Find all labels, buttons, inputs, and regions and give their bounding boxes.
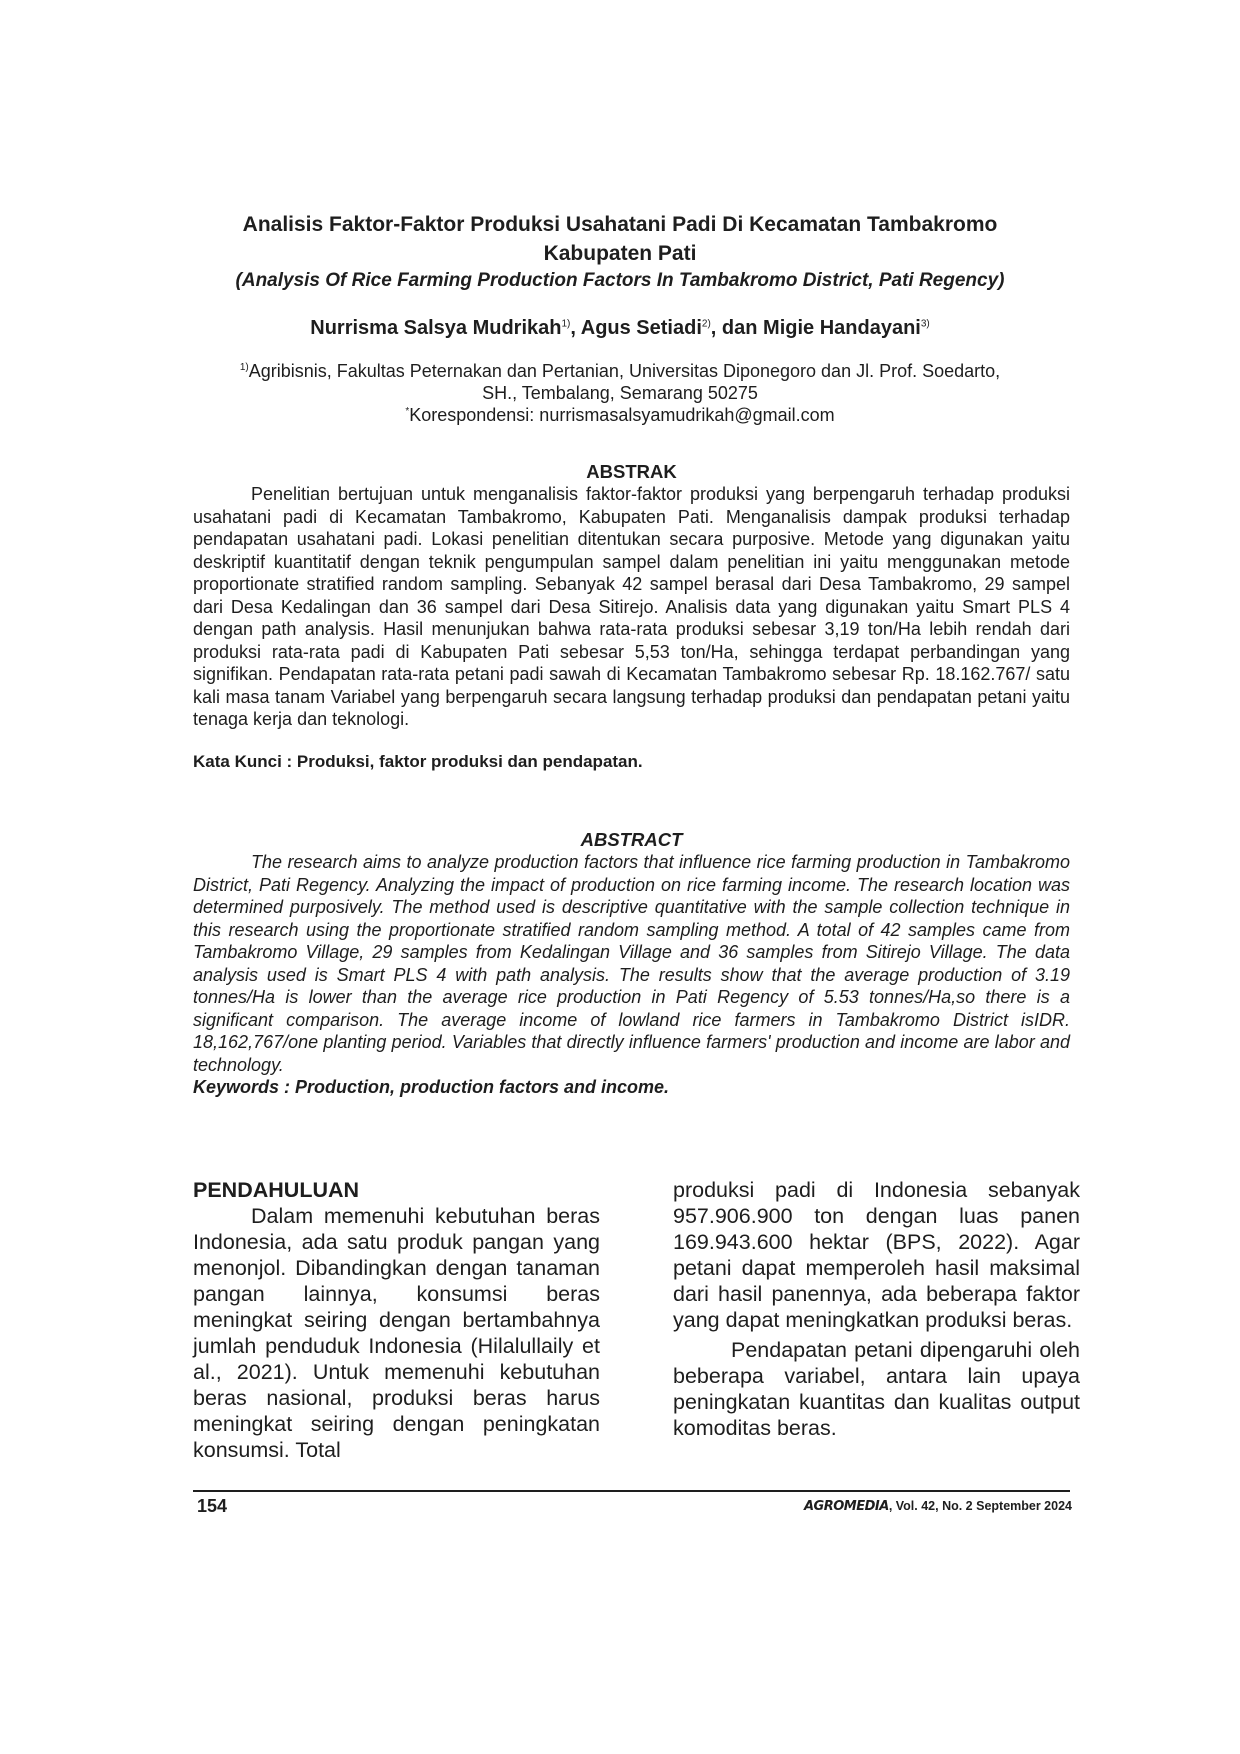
section-heading: PENDAHULUAN [193, 1178, 360, 1202]
journal-info [804, 1499, 1072, 1514]
footer-rule [193, 1490, 1070, 1492]
affiliation-line: Agribisnis, Fakultas Peternakan dan Pertanian, Universitas Diponegoro dan Jl. Prof. Soedarto, [248, 361, 1001, 381]
author-list [150, 314, 1090, 342]
body-paragraph: Pendapatan petani dipengaruhi oleh beberapa variabel, antara lain upaya peningkatan kuantitas dan kualitas output komoditas beras. [673, 1338, 1080, 1440]
page-number: 154 [197, 1496, 228, 1516]
paper-title: Analisis Faktor-Faktor Produksi Usahatani Padi Di Kecamatan Tambakromo Kabupaten Pati [242, 213, 998, 265]
affiliation [150, 360, 1090, 426]
abstrak-text: Penelitian bertujuan untuk menganalisis faktor-faktor produksi yang berpengaruh terhadap produksi usahatani padi di Kecamatan Tambakromo, Kabupaten Pati. Menganalisis dampak produksi terhadap pendapatan usahatani padi. Lokasi penelitian ditentukan secara purposive. Metode yang digunakan yaitu deskriptif kuantitatif dengan teknik pengumpulan sampel dalam penelitian ini yaitu menggunakan metode proportionate stratified random sampling. Sebanyak 42 sampel berasal dari Desa Tambakromo, 29 sampel dari Desa Kedalingan dan 36 sampel dari Desa Sitirejo. Analisis data yang digunakan yaitu Smart PLS 4 dengan path analysis. Hasil menunjukan bahwa rata-rata produksi sebesar 3,19 ton/Ha lebih rendah dari produksi rata-rata padi di Kabupaten Pati sebesar 5,53 ton/Ha, sehingga terdapat perbandingan yang signifikan. Pendapatan rata-rata petani padi sawah di Kecamatan Tambakromo sebesar Rp. 18.162.767/ satu kali masa tanam Variabel yang berpengaruh secara langsung terhadap produksi dan pendapatan petani yaitu tenaga kerja dan teknologi. [193, 484, 1070, 729]
abstract-heading: ABSTRACT [580, 829, 683, 850]
body-paragraph: Dalam memenuhi kebutuhan beras Indonesia, ada satu produk pangan yang menonjol. Dibandingkan dengan tanaman pangan lainnya, konsumsi beras meningkat seiring dengan bertambahnya jumlah penduduk Indonesia (Hilalullaily et al., 2021). Untuk memenuhi kebutuhan beras nasional, produksi beras harus meningkat seiring dengan peningkatan konsumsi. Total [193, 1204, 600, 1462]
author-mark: 3) [920, 318, 930, 330]
journal-volume: , Vol. 42, No. 2 September 2024 [888, 1499, 1072, 1513]
paper-subtitle: (Analysis Of Rice Farming Production Factors In Tambakromo District, Pati Regency) [235, 270, 1005, 291]
author-separator: , dan [710, 317, 764, 339]
author-mark: 2) [701, 318, 711, 330]
author-name: Agus Setiadi [580, 317, 702, 339]
keywords: Keywords : Production, production factors and income. [193, 1077, 670, 1097]
affiliation-mark: 1) [239, 362, 249, 373]
correspondence-mark: * [405, 406, 410, 417]
abstract-section [193, 829, 1070, 1098]
journal-name: AGROMEDIA [804, 1499, 889, 1514]
author-name: Migie Handayani [763, 317, 921, 339]
author-mark: 1) [561, 318, 571, 330]
author-separator: , [570, 317, 581, 339]
correspondence-email: Korespondensi: nurrismasalsyamudrikah@gmail.com [409, 405, 835, 425]
abstrak-section [193, 461, 1070, 773]
affiliation-line: SH., Tembalang, Semarang 50275 [482, 383, 758, 403]
author-name: Nurrisma Salsya Mudrikah [310, 317, 562, 339]
body-paragraph: produksi padi di Indonesia sebanyak 957.906.900 ton dengan luas panen 169.943.600 hektar (BPS, 2022). Agar petani dapat memperoleh hasil maksimal dari hasil panennya, ada beberapa faktor yang dapat meningkatkan produksi beras. [673, 1178, 1080, 1332]
left-column [193, 1177, 600, 1463]
title-block [150, 210, 1090, 426]
abstract-text: The research aims to analyze production factors that influence rice farming production in Tambakromo District, Pati Regency. Analyzing the impact of production on rice farming income. The research location was determined purposively. The method used is descriptive quantitative with the sample collection technique in this research using the proportionate stratified random sampling method. A total of 42 samples came from Tambakromo Village, 29 samples from Kedalingan Village and 36 samples from Sitirejo Village. The data analysis used is Smart PLS 4 with path analysis. The results show that the average production of 3.19 tonnes/Ha is lower than the average rice production in Pati Regency of 5.53 tonnes/Ha,so there is a significant comparison. The average income of lowland rice farmers in Tambakromo District isIDR. 18,162,767/one planting period. Variables that directly influence farmers' production and income are labor and technology. [193, 852, 1070, 1075]
kata-kunci: Kata Kunci : Produksi, faktor produksi dan pendapatan. [193, 751, 643, 771]
right-column [673, 1177, 1080, 1441]
abstrak-heading: ABSTRAK [586, 461, 677, 482]
